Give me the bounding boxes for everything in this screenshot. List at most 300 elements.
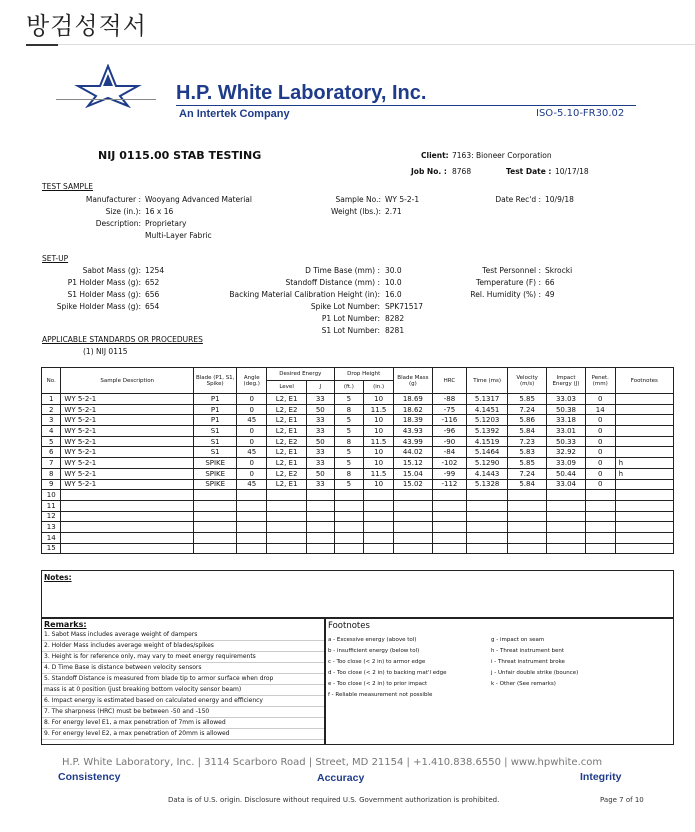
cell-fn <box>615 436 673 447</box>
spike-lot-label: Spike Lot Number: <box>310 302 380 311</box>
job-value: 8768 <box>452 167 472 176</box>
cell-j: 50 <box>307 436 334 447</box>
cell-pen: 0 <box>585 468 615 479</box>
cell-fn <box>615 404 673 415</box>
cell-blade: P1 <box>193 415 236 426</box>
cell-angle: 0 <box>237 436 267 447</box>
cell-in: 10 <box>364 479 394 490</box>
cell-pen <box>585 511 615 522</box>
p1-holder-label: P1 Holder Mass (g): <box>67 278 141 287</box>
cell-impact: 33.09 <box>547 458 586 469</box>
cell-mass <box>393 532 432 543</box>
cell-desc: WY 5-2-1 <box>61 394 194 405</box>
cell-impact: 33.04 <box>547 479 586 490</box>
date-recd-label: Date Rec'd : <box>495 195 541 204</box>
backing-height-label: Backing Material Calibration Height (in): <box>229 290 380 299</box>
cell-hrc: -84 <box>432 447 466 458</box>
description-value-2: Multi-Layer Fabric <box>145 231 212 240</box>
cell-in: 10 <box>364 394 394 405</box>
table-row <box>42 436 674 447</box>
test-title: NIJ 0115.00 STAB TESTING <box>98 149 262 162</box>
remark-item: 4. D Time Base is distance between velocity sensors <box>42 663 324 674</box>
cell-mass: 18.39 <box>393 415 432 426</box>
d-time-value: 30.0 <box>385 266 402 275</box>
cell-impact <box>547 490 586 501</box>
footer-address: H.P. White Laboratory, Inc. | 3114 Scarboro Road | Street, MD 21154 | +1.410.838.6550 | www.hpwhite.com <box>62 757 603 768</box>
cell-desc <box>61 532 194 543</box>
remark-item: 7. The sharpness (HRC) must be between -50 and -150 <box>42 707 324 718</box>
size-value: 16 x 16 <box>145 207 174 216</box>
manufacturer-label: Manufacturer : <box>85 195 141 204</box>
cell-time <box>467 532 508 543</box>
cell-angle: 0 <box>237 468 267 479</box>
table-row <box>42 543 674 554</box>
footnote-item: i - Threat instrument broke <box>491 659 565 665</box>
personnel-label: Test Personnel : <box>482 266 541 275</box>
cell-pen: 14 <box>585 404 615 415</box>
cell-level: L2, E2 <box>267 404 307 415</box>
cell-mass <box>393 522 432 533</box>
cell-angle: 0 <box>237 404 267 415</box>
cell-blade <box>193 490 236 501</box>
cell-angle: 0 <box>237 394 267 405</box>
cell-blade: SPIKE <box>193 458 236 469</box>
cell-level <box>267 500 307 511</box>
s1-holder-value: 656 <box>145 290 160 299</box>
cell-vel: 5.84 <box>508 479 547 490</box>
cell-desc <box>61 490 194 501</box>
cell-vel: 5.83 <box>508 447 547 458</box>
cell-mass <box>393 543 432 554</box>
notes-label: Notes: <box>44 573 72 582</box>
cell-level: L2, E1 <box>267 415 307 426</box>
table-row <box>42 511 674 522</box>
cell-in: 10 <box>364 415 394 426</box>
cell-angle: 45 <box>237 447 267 458</box>
cell-mass: 15.02 <box>393 479 432 490</box>
test-sample-heading: TEST SAMPLE <box>42 182 93 191</box>
cell-vel: 5.85 <box>508 394 547 405</box>
cell-in <box>364 532 394 543</box>
cell-j: 33 <box>307 394 334 405</box>
test-results-table <box>41 367 674 554</box>
setup-heading: SET-UP <box>42 254 69 263</box>
cell-vel: 5.85 <box>508 458 547 469</box>
cell-pen <box>585 490 615 501</box>
cell-hrc <box>432 500 466 511</box>
cell-pen <box>585 500 615 511</box>
cell-impact: 33.18 <box>547 415 586 426</box>
cell-mass: 18.69 <box>393 394 432 405</box>
remark-item: 5. Standoff Distance is measured from blade tip to armor surface when drop <box>42 674 324 685</box>
weight-label: Weight (lbs.): <box>330 207 381 216</box>
p1-lot-value: 8282 <box>385 314 405 323</box>
d-time-label: D Time Base (mm) : <box>305 266 380 275</box>
cell-no: 9 <box>42 479 61 490</box>
table-row <box>42 522 674 533</box>
cell-ft <box>334 532 364 543</box>
cell-no: 4 <box>42 426 61 437</box>
cell-angle <box>237 500 267 511</box>
cell-fn <box>615 447 673 458</box>
description-label: Description: <box>95 219 141 228</box>
cell-pen: 0 <box>585 479 615 490</box>
sabot-mass-label: Sabot Mass (g): <box>82 266 141 275</box>
cell-desc: WY 5-2-1 <box>61 479 194 490</box>
cell-blade <box>193 532 236 543</box>
cell-desc: WY 5-2-1 <box>61 415 194 426</box>
cell-no: 14 <box>42 532 61 543</box>
cell-j: 33 <box>307 479 334 490</box>
cell-ft <box>334 543 364 554</box>
cell-in <box>364 500 394 511</box>
cell-level <box>267 532 307 543</box>
cell-hrc <box>432 511 466 522</box>
remark-item: 2. Holder Mass includes average weight of blades/spikes <box>42 641 324 652</box>
cell-hrc: -88 <box>432 394 466 405</box>
remarks-box <box>41 618 325 745</box>
footer-consistency: Consistency <box>58 771 121 783</box>
cell-time <box>467 490 508 501</box>
table-row <box>42 404 674 415</box>
cell-desc: WY 5-2-1 <box>61 436 194 447</box>
cell-fn: h <box>615 468 673 479</box>
cell-angle: 0 <box>237 458 267 469</box>
footnote-item: g - impact on seam <box>491 637 545 643</box>
cell-no: 13 <box>42 522 61 533</box>
star-logo-icon <box>58 64 158 108</box>
lab-name: H.P. White Laboratory, Inc. <box>176 82 427 104</box>
cell-fn <box>615 394 673 405</box>
cell-hrc: -75 <box>432 404 466 415</box>
p1-lot-label: P1 Lot Number: <box>321 314 380 323</box>
col-time: Time (ms) <box>467 368 508 394</box>
footnote-item: h - Threat instrument bent <box>491 648 565 654</box>
cell-level <box>267 490 307 501</box>
cell-pen: 0 <box>585 394 615 405</box>
cell-ft: 5 <box>334 479 364 490</box>
cell-vel <box>508 522 547 533</box>
cell-hrc: -96 <box>432 426 466 437</box>
s1-lot-label: S1 Lot Number: <box>321 326 380 335</box>
footnotes-heading: Footnotes <box>328 621 370 631</box>
cell-pen <box>585 522 615 533</box>
table-row <box>42 490 674 501</box>
cell-angle <box>237 522 267 533</box>
spike-holder-label: Spike Holder Mass (g): <box>56 302 141 311</box>
col-penet: Penet. (mm) <box>585 368 615 394</box>
cell-ft: 5 <box>334 426 364 437</box>
table-row <box>42 468 674 479</box>
cell-time: 4.1451 <box>467 404 508 415</box>
cell-blade: SPIKE <box>193 479 236 490</box>
cell-blade <box>193 511 236 522</box>
sample-no-label: Sample No.: <box>335 195 381 204</box>
cell-time: 5.1290 <box>467 458 508 469</box>
table-row <box>42 447 674 458</box>
remark-item: 9. For energy level E2, a max penetration of 20mm is allowed <box>42 729 324 740</box>
cell-no: 2 <box>42 404 61 415</box>
cell-j: 50 <box>307 404 334 415</box>
cell-desc: WY 5-2-1 <box>61 468 194 479</box>
cell-impact: 50.38 <box>547 404 586 415</box>
cell-no: 5 <box>42 436 61 447</box>
cell-mass: 18.62 <box>393 404 432 415</box>
cell-pen <box>585 543 615 554</box>
footnote-item: j - Unfair double strike (bounce) <box>491 670 579 676</box>
document-id: ISO-5.10-FR30.02 <box>536 108 625 119</box>
cell-fn: h <box>615 458 673 469</box>
remarks-heading: Remarks: <box>44 620 87 629</box>
footnote-item: f - Reliable measurement not possible <box>328 692 433 698</box>
cell-desc: WY 5-2-1 <box>61 447 194 458</box>
cell-no: 8 <box>42 468 61 479</box>
cell-ft <box>334 490 364 501</box>
cell-mass: 44.02 <box>393 447 432 458</box>
cell-j <box>307 543 334 554</box>
cell-j: 50 <box>307 468 334 479</box>
cell-level <box>267 511 307 522</box>
cell-time: 5.1203 <box>467 415 508 426</box>
cell-in <box>364 490 394 501</box>
cell-mass: 15.12 <box>393 458 432 469</box>
divider <box>58 44 695 45</box>
table-row <box>42 426 674 437</box>
cell-impact <box>547 511 586 522</box>
cell-blade <box>193 500 236 511</box>
table-row <box>42 394 674 405</box>
cell-impact <box>547 522 586 533</box>
cell-vel: 7.24 <box>508 404 547 415</box>
cell-time: 5.1392 <box>467 426 508 437</box>
header-rule <box>176 105 636 106</box>
col-footnotes: Footnotes <box>615 368 673 394</box>
cell-hrc <box>432 490 466 501</box>
cell-vel <box>508 500 547 511</box>
cell-in: 11.5 <box>364 404 394 415</box>
cell-angle: 0 <box>237 426 267 437</box>
cell-impact: 50.44 <box>547 468 586 479</box>
p1-holder-value: 652 <box>145 278 160 287</box>
cell-no: 3 <box>42 415 61 426</box>
cell-angle <box>237 543 267 554</box>
cell-ft: 5 <box>334 458 364 469</box>
col-hrc: HRC <box>432 368 466 394</box>
cell-in <box>364 543 394 554</box>
cell-vel <box>508 543 547 554</box>
cell-fn <box>615 543 673 554</box>
remark-item: 6. Impact energy is estimated based on calculated energy and efficiency <box>42 696 324 707</box>
cell-blade: S1 <box>193 436 236 447</box>
cell-no: 1 <box>42 394 61 405</box>
cell-pen: 0 <box>585 436 615 447</box>
cell-j <box>307 511 334 522</box>
cell-mass: 43.93 <box>393 426 432 437</box>
s1-holder-label: S1 Holder Mass (g): <box>67 290 141 299</box>
col-angle: Angle (deg.) <box>237 368 267 394</box>
cell-j: 33 <box>307 426 334 437</box>
humidity-value: 49 <box>545 290 555 299</box>
table-row <box>42 458 674 469</box>
col-velocity: Velocity (m/s) <box>508 368 547 394</box>
page-number: Page 7 of 10 <box>600 796 644 804</box>
cell-ft: 8 <box>334 404 364 415</box>
cell-fn <box>615 479 673 490</box>
cell-fn <box>615 532 673 543</box>
cell-impact <box>547 543 586 554</box>
cell-pen: 0 <box>585 447 615 458</box>
footnote-item: k - Other (See remarks) <box>491 681 556 687</box>
footnote-item: d - Too close (< 2 in) to backing mat'l edge <box>328 670 447 676</box>
cell-fn <box>615 500 673 511</box>
manufacturer-value: Wooyang Advanced Material <box>145 195 252 204</box>
footer-disclaimer: Data is of U.S. origin. Disclosure without required U.S. Government authorization is prohibited. <box>168 796 500 804</box>
cell-desc <box>61 500 194 511</box>
client-label: Client: <box>421 151 449 160</box>
cell-vel <box>508 490 547 501</box>
lab-subtitle: An Intertek Company <box>179 108 290 120</box>
cell-no: 11 <box>42 500 61 511</box>
cell-vel <box>508 511 547 522</box>
cell-level <box>267 543 307 554</box>
cell-hrc <box>432 522 466 533</box>
cell-blade: S1 <box>193 426 236 437</box>
remark-item: mass is at 0 position (just breaking bottom velocity sensor beam) <box>42 685 324 696</box>
test-report-document <box>36 62 656 817</box>
cell-hrc <box>432 543 466 554</box>
cell-j: 33 <box>307 447 334 458</box>
cell-j <box>307 490 334 501</box>
cell-in <box>364 522 394 533</box>
cell-time <box>467 500 508 511</box>
remark-item: 3. Height is for reference only, may vary to meet energy requirements <box>42 652 324 663</box>
cell-no: 15 <box>42 543 61 554</box>
table-row <box>42 479 674 490</box>
cell-level: L2, E1 <box>267 426 307 437</box>
spike-holder-value: 654 <box>145 302 160 311</box>
footnote-item: b - insufficient energy (below tol) <box>328 648 420 654</box>
page-title: 방검성적서 <box>26 12 147 40</box>
col-energy-j: J <box>307 381 334 394</box>
cell-time: 4.1443 <box>467 468 508 479</box>
title-underline <box>26 44 58 46</box>
cell-ft: 8 <box>334 468 364 479</box>
cell-pen <box>585 532 615 543</box>
cell-vel: 7.23 <box>508 436 547 447</box>
cell-level: L2, E2 <box>267 436 307 447</box>
cell-vel <box>508 532 547 543</box>
cell-j: 33 <box>307 415 334 426</box>
col-energy-level: Level <box>267 381 307 394</box>
test-date-value: 10/17/18 <box>555 167 589 176</box>
cell-mass: 15.04 <box>393 468 432 479</box>
cell-fn <box>615 490 673 501</box>
cell-hrc: -99 <box>432 468 466 479</box>
cell-blade: P1 <box>193 394 236 405</box>
col-impact: Impact Energy (J) <box>547 368 586 394</box>
cell-level: L2, E1 <box>267 394 307 405</box>
weight-value: 2.71 <box>385 207 402 216</box>
temperature-value: 66 <box>545 278 555 287</box>
footer-accuracy: Accuracy <box>317 772 365 784</box>
cell-time <box>467 543 508 554</box>
cell-blade: S1 <box>193 447 236 458</box>
cell-impact: 50.33 <box>547 436 586 447</box>
cell-in: 11.5 <box>364 436 394 447</box>
standoff-value: 10.0 <box>385 278 402 287</box>
cell-angle <box>237 511 267 522</box>
cell-hrc: -116 <box>432 415 466 426</box>
cell-mass: 43.99 <box>393 436 432 447</box>
cell-j <box>307 522 334 533</box>
cell-level: L2, E1 <box>267 447 307 458</box>
cell-desc: WY 5-2-1 <box>61 458 194 469</box>
cell-fn <box>615 522 673 533</box>
spike-lot-value: SPK71517 <box>385 302 424 311</box>
cell-in: 10 <box>364 426 394 437</box>
cell-in: 10 <box>364 447 394 458</box>
cell-level <box>267 522 307 533</box>
cell-ft: 5 <box>334 394 364 405</box>
col-blade: Blade (P1, S1, Spike) <box>193 368 236 394</box>
cell-mass <box>393 511 432 522</box>
cell-pen: 0 <box>585 458 615 469</box>
standoff-label: Standoff Distance (mm) : <box>285 278 380 287</box>
cell-blade <box>193 522 236 533</box>
col-energy: Desired Energy <box>267 368 334 381</box>
col-drop-ft: (ft.) <box>334 381 364 394</box>
cell-desc <box>61 543 194 554</box>
client-value: 7163: Bioneer Corporation <box>452 151 552 160</box>
size-label: Size (in.): <box>105 207 141 216</box>
notes-box <box>41 570 674 618</box>
description-value: Proprietary <box>145 219 187 228</box>
sabot-mass-value: 1254 <box>145 266 165 275</box>
sample-no-value: WY 5-2-1 <box>385 195 420 204</box>
table-row <box>42 415 674 426</box>
footnote-item: a - Excessive energy (above tol) <box>328 637 417 643</box>
cell-hrc <box>432 532 466 543</box>
cell-in: 11.5 <box>364 468 394 479</box>
backing-height-value: 16.0 <box>385 290 402 299</box>
cell-blade <box>193 543 236 554</box>
col-blade-mass: Blade Mass (g) <box>393 368 432 394</box>
humidity-label: Rel. Humidity (%) : <box>470 290 541 299</box>
cell-fn <box>615 511 673 522</box>
cell-level: L2, E2 <box>267 468 307 479</box>
standards-item: (1) NIJ 0115 <box>83 347 128 356</box>
table-row <box>42 532 674 543</box>
footer-integrity: Integrity <box>580 771 622 783</box>
remark-item: 1. Sabot Mass includes average weight of dampers <box>42 630 324 641</box>
cell-no: 7 <box>42 458 61 469</box>
cell-pen: 0 <box>585 426 615 437</box>
cell-impact <box>547 500 586 511</box>
footnote-item: e - Too close (< 2 in) to prior impact <box>328 681 428 687</box>
header-rule-left <box>56 99 156 100</box>
cell-blade: SPIKE <box>193 468 236 479</box>
standards-heading: APPLICABLE STANDARDS OR PROCEDURES <box>42 335 203 344</box>
cell-ft <box>334 511 364 522</box>
date-recd-value: 10/9/18 <box>545 195 574 204</box>
cell-no: 10 <box>42 490 61 501</box>
cell-ft: 5 <box>334 415 364 426</box>
cell-desc: WY 5-2-1 <box>61 404 194 415</box>
cell-time: 5.1464 <box>467 447 508 458</box>
table-row <box>42 500 674 511</box>
cell-hrc: -90 <box>432 436 466 447</box>
cell-level: L2, E1 <box>267 458 307 469</box>
